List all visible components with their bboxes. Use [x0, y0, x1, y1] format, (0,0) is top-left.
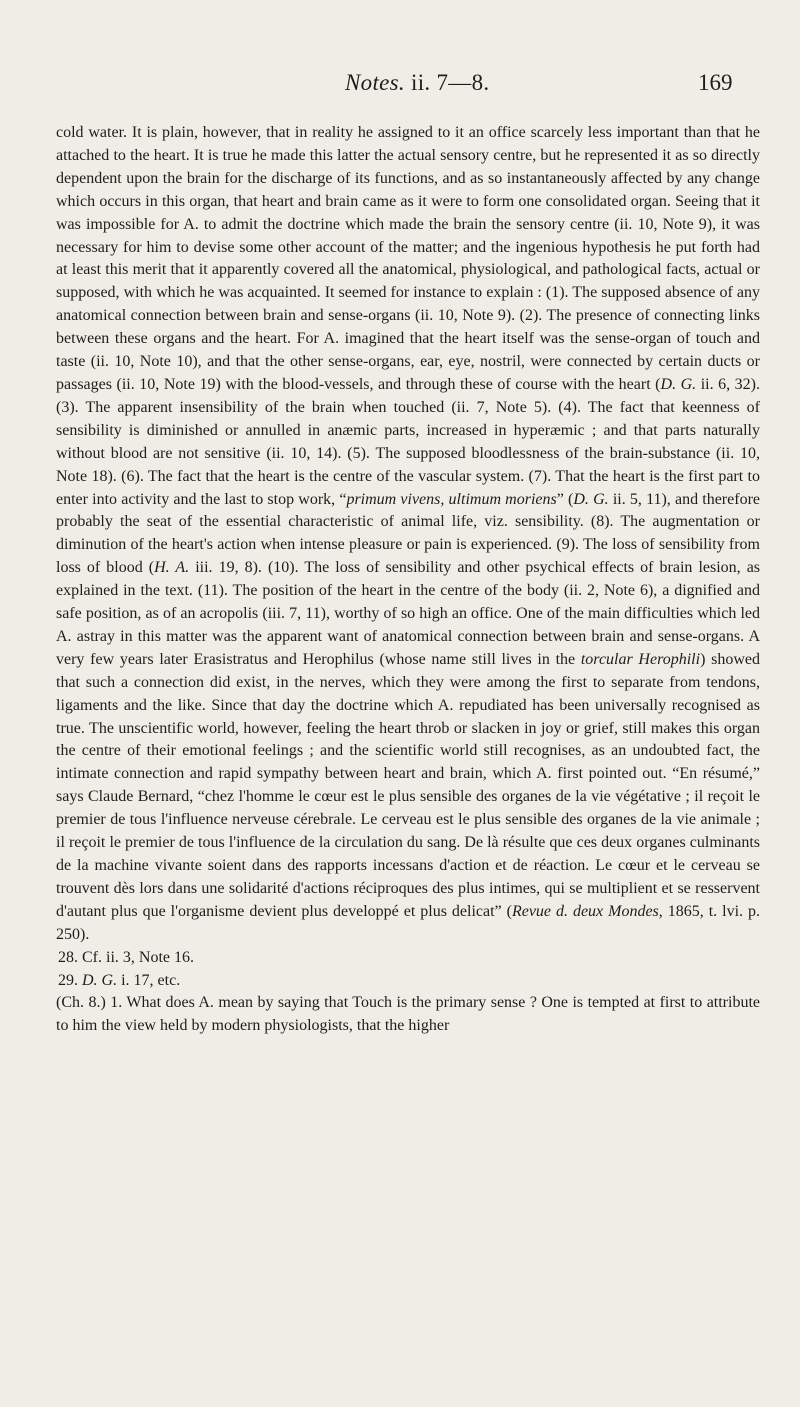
text-run: ii. 6, 32). (3). The apparent insensibility of the brain when touched (ii. 7, Note 5). (4). The fact that keenness of sensibility is diminished or annulled in anæmic parts, increased in hyperæmic ; and that parts naturally without blood are not sensitive (ii. 10, 14). (5). The supposed bloodlessness of the brain-substance (ii. 10, Note 18). (6). The fact that the heart is the centre of the vascular system. (7). That the heart is the first part to enter into activity and the last to stop work, “	[56, 375, 761, 508]
note-28	[56, 947, 760, 970]
latin-quote: primum vivens, ultimum moriens	[346, 490, 557, 508]
text-run: , 1865, t. lvi. p. 250).	[56, 902, 760, 943]
page-number: 169	[698, 70, 733, 95]
note-text: 28. Cf. ii. 3, Note 16.	[58, 948, 194, 966]
text-run: ) showed that such a connection did exist, in the nerves, which they were among the first to separate from tendons, ligaments and the like. Since that day the doctrine which A. repudiated has been universally recognised as true. The unscientific world, however, feeling the heart throb or slacken in joy or grief, still makes this organ the centre of their emotional feelings ; and the scientific world still recognises, as an undoubted fact, the intimate connection and rapid sympathy between heart and brain, which A. first pointed out. “En résumé,” says Claude Bernard, “chez l'homme le cœur est le plus sensible des organes de la vie végétative ; il reçoit le premier de tous l'influence nerveuse cérebrale. Le cerveau est le plus sensible des organes de la vie animale ; il reçoit le premier de tous l'influence de la circulation du sang. De là résulte que ces deux organes culminants de la machine vivante soient dans des rapports incessans d'action et de réaction. Le cœur et le cerveau se trouvent dès lors dans une solidarité d'actions réciproques des plus intimes, qui se multiplient et se resservent d'autant plus que l'organisme devient plus developpé et plus delicat” (	[56, 650, 760, 920]
chapter-text: 1. What does A. mean by saying that Touch is the primary sense ? One is tempted at first to attribute to him the view held by modern physiologists, that the higher	[56, 994, 761, 1035]
page-body	[56, 122, 760, 1038]
note-text: 29.	[58, 971, 82, 989]
note-29	[56, 970, 760, 993]
running-head	[0, 70, 800, 110]
citation-italic: D. G.	[573, 490, 609, 508]
citation-italic: D. G.	[82, 971, 118, 989]
citation-italic: D. G.	[660, 375, 697, 393]
journal-title: Revue d. deux Mondes	[511, 902, 659, 920]
main-paragraph	[56, 122, 760, 947]
chapter-label: (Ch. 8.)	[56, 994, 106, 1012]
text-run: ii. 5, 11), and therefore probably the seat of the essential characteristic of animal life, viz. sensibility. (8). The augmentation or diminution of the heart's action when intense pleasure or pain is experienced. (9). The loss of sensibility from loss of blood (	[56, 490, 760, 577]
note-text: i. 17, etc.	[117, 971, 181, 989]
text-run: cold water. It is plain, however, that in reality he assigned to it an office scarcely less important than that he attached to the heart. It is true he made this latter the actual sensory centre, but he represented it as so directly dependent upon the brain for the discharge of its functions, and as so instantaneously affected by any change which occurs in this organ, that heart and brain came as it were to form one consolidated organ. Seeing that it was impossible for A. to admit the doctrine which made the brain the sensory centre (ii. 10, Note 9), it was necessary for him to devise some other account of the matter; and the ingenious hypothesis he put forth had at least this merit that it apparently covered all the anatomical, physiological, and pathological facts, actual or supposed, with which he was acquainted. It seemed for instance to explain : (1). The supposed absence of any anatomical connection between brain and sense-organs (ii. 10, Note 9). (2). The presence of connecting links between these organs and the heart. For A. imagined that the heart itself was the sense-organ of touch and taste (ii. 10, Note 10), and that the other sense-organs, ear, eye, nostril, were connected by certain ducts or passages (ii. 10, Note 19) with the blood-vessels, and through these of course with the heart (	[56, 124, 760, 393]
running-title-section: ii. 7—8.	[404, 70, 490, 95]
running-title-notes: Notes.	[345, 70, 405, 95]
text-run: ” (	[556, 490, 574, 508]
citation-italic: H. A.	[154, 559, 190, 577]
running-title	[345, 70, 489, 96]
latin-term: torcular Herophili	[580, 650, 701, 668]
chapter-8-note	[56, 992, 760, 1038]
text-run: iii. 19, 8). (10). The loss of sensibility and other psychical effects of brain lesion, as explained in the text. (11). The position of the heart in the centre of the body (ii. 2, Note 6), a dignified and safe position, as of an acropolis (iii. 7, 11), worthy of so high an office. One of the main difficulties which led A. astray in this matter was the apparent want of anatomical connection between brain and sense-organs. A very few years later Erasistratus and Herophilus (whose name still lives in the	[56, 559, 761, 668]
